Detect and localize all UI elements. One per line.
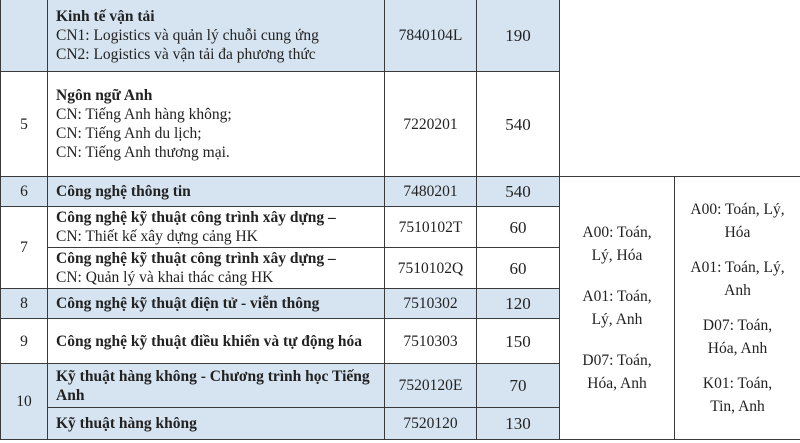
major-code: 7220201	[385, 72, 477, 177]
quota: 150	[477, 319, 560, 364]
row-number: 5	[1, 72, 48, 177]
quota: 70	[477, 364, 560, 408]
major-subline: CN2: Logistics và vận tải đa phương thức	[56, 45, 316, 63]
quota: 60	[477, 207, 560, 248]
combination-list-a	[560, 177, 675, 440]
row-number: 8	[1, 289, 48, 319]
major-code: 7520120	[385, 408, 477, 440]
major-code: 7510303	[385, 319, 477, 364]
row-number: 7	[1, 207, 48, 289]
combination-item: A00: Toán, Lý, Hóa	[690, 201, 785, 241]
major-title: Công nghệ kỹ thuật công trình xây dựng –	[56, 250, 336, 267]
major-cell	[48, 248, 385, 289]
row-number	[1, 0, 48, 72]
major-subline: CN: Thiết kế xây dựng cảng HK	[56, 228, 258, 245]
major-code: 7840104L	[385, 0, 477, 72]
combination-list-b	[675, 177, 800, 440]
major-subline: CN: Quản lý và khai thác cảng HK	[56, 269, 274, 286]
major-title: Kỹ thuật hàng không	[48, 408, 385, 440]
major-code: 7510102Q	[385, 248, 477, 289]
major-subline: CN: Tiếng Anh hàng không;	[56, 106, 232, 123]
major-code: 7520120E	[385, 364, 477, 408]
major-subline: CN: Tiếng Anh thương mại.	[56, 144, 230, 161]
combination-item: A00: Toán, Lý, Hóa	[582, 224, 652, 264]
table-row	[1, 177, 800, 207]
major-cell	[48, 207, 385, 248]
major-title: Ngôn ngữ Anh	[56, 87, 153, 104]
empty-cell	[560, 0, 800, 177]
row-number: 10	[1, 364, 48, 440]
major-title: Kỹ thuật hàng không - Chương trình học Tiếng Anh	[48, 364, 385, 408]
row-number: 9	[1, 319, 48, 364]
major-cell	[48, 0, 385, 72]
quota: 120	[477, 289, 560, 319]
table-row	[1, 0, 800, 72]
quota: 540	[477, 72, 560, 177]
combination-item: D07: Toán, Hóa, Anh	[582, 352, 652, 392]
major-title: Công nghệ thông tin	[48, 177, 385, 207]
major-title: Công nghệ kỹ thuật công trình xây dựng –	[56, 209, 336, 226]
quota: 190	[477, 0, 560, 72]
major-code: 7480201	[385, 177, 477, 207]
major-subline: CN1: Logistics và quản lý chuỗi cung ứng	[56, 26, 319, 44]
quota: 130	[477, 408, 560, 440]
major-title: Công nghệ kỹ thuật điều khiển và tự động hóa	[48, 319, 385, 364]
combination-item: K01: Toán, Tin, Anh	[702, 375, 773, 415]
combination-item: A01: Toán, Lý, Anh	[582, 288, 652, 328]
row-number: 6	[1, 177, 48, 207]
major-title: Công nghệ kỹ thuật điện tử - viễn thông	[48, 289, 385, 319]
combination-item: A01: Toán, Lý, Anh	[690, 259, 785, 299]
major-cell	[48, 72, 385, 177]
major-subline: CN: Tiếng Anh du lịch;	[56, 125, 202, 142]
major-code: 7510302	[385, 289, 477, 319]
quota: 60	[477, 248, 560, 289]
quota: 540	[477, 177, 560, 207]
combination-item: D07: Toán, Hóa, Anh	[702, 317, 773, 357]
major-title: Kinh tế vận tải	[56, 7, 155, 25]
major-code: 7510102T	[385, 207, 477, 248]
